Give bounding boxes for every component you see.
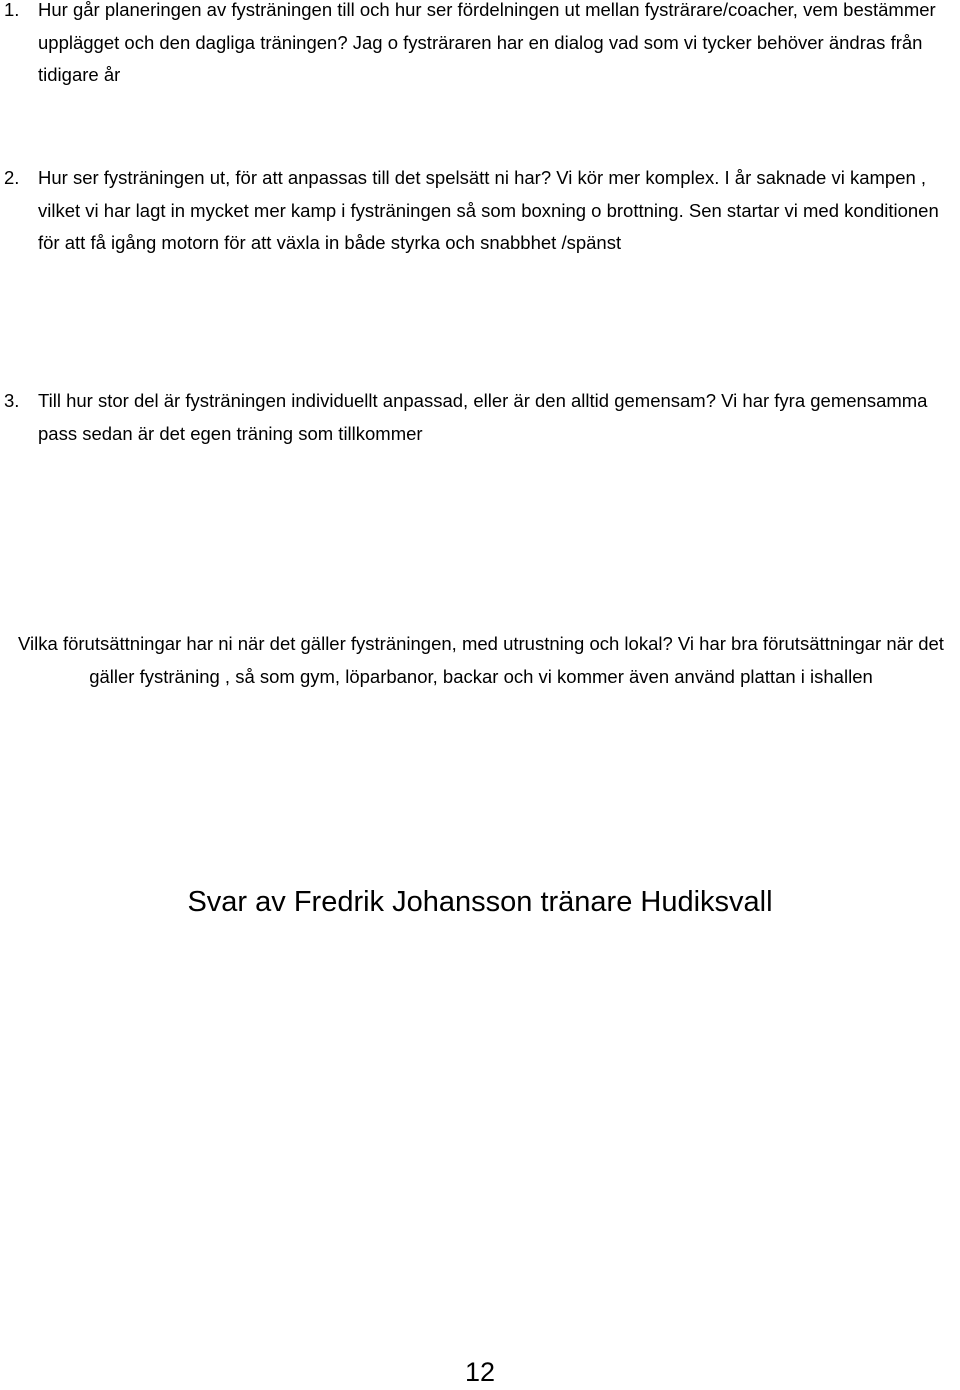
question-3-text: Till hur stor del är fysträningen individuellt anpassad, eller är den alltid gemensam? Vi har fyra gemensamma pass sedan är det egen träning som tillkommer xyxy=(38,390,928,444)
question-2-text: Hur ser fysträningen ut, för att anpassas till det spelsätt ni har? Vi kör mer komplex. I år saknade vi kampen , vilket vi har lagt in mycket mer kamp i fysträningen så som boxning o brottning. Sen startar vi med konditionen för att få igång motorn för att växla in både styrka och snabbhet /spänst xyxy=(38,167,939,253)
question-2-number: 2. xyxy=(4,167,20,188)
page-number: 12 xyxy=(464,1357,496,1387)
question-4-paragraph: Vilka förutsättningar har ni när det gäller fysträningen, med utrustning och lokal? Vi har bra förutsättningar när det gäller fysträning , så som gym, löparbanor, backar och vi kommer även använd plattan i ishallen xyxy=(18,633,944,687)
answer-signature: Svar av Fredrik Johansson tränare Hudiksvall xyxy=(187,886,773,918)
question-1-text: Hur går planeringen av fysträningen till och hur ser fördelningen ut mellan fysträrare/coacher, vem bestämmer upplägget och den dagliga träningen? Jag o fysträraren har en dialog vad som vi tycker behöver ändras från tidigare år xyxy=(38,0,936,85)
question-1-number: 1. xyxy=(4,0,20,20)
question-3-number: 3. xyxy=(4,390,20,411)
